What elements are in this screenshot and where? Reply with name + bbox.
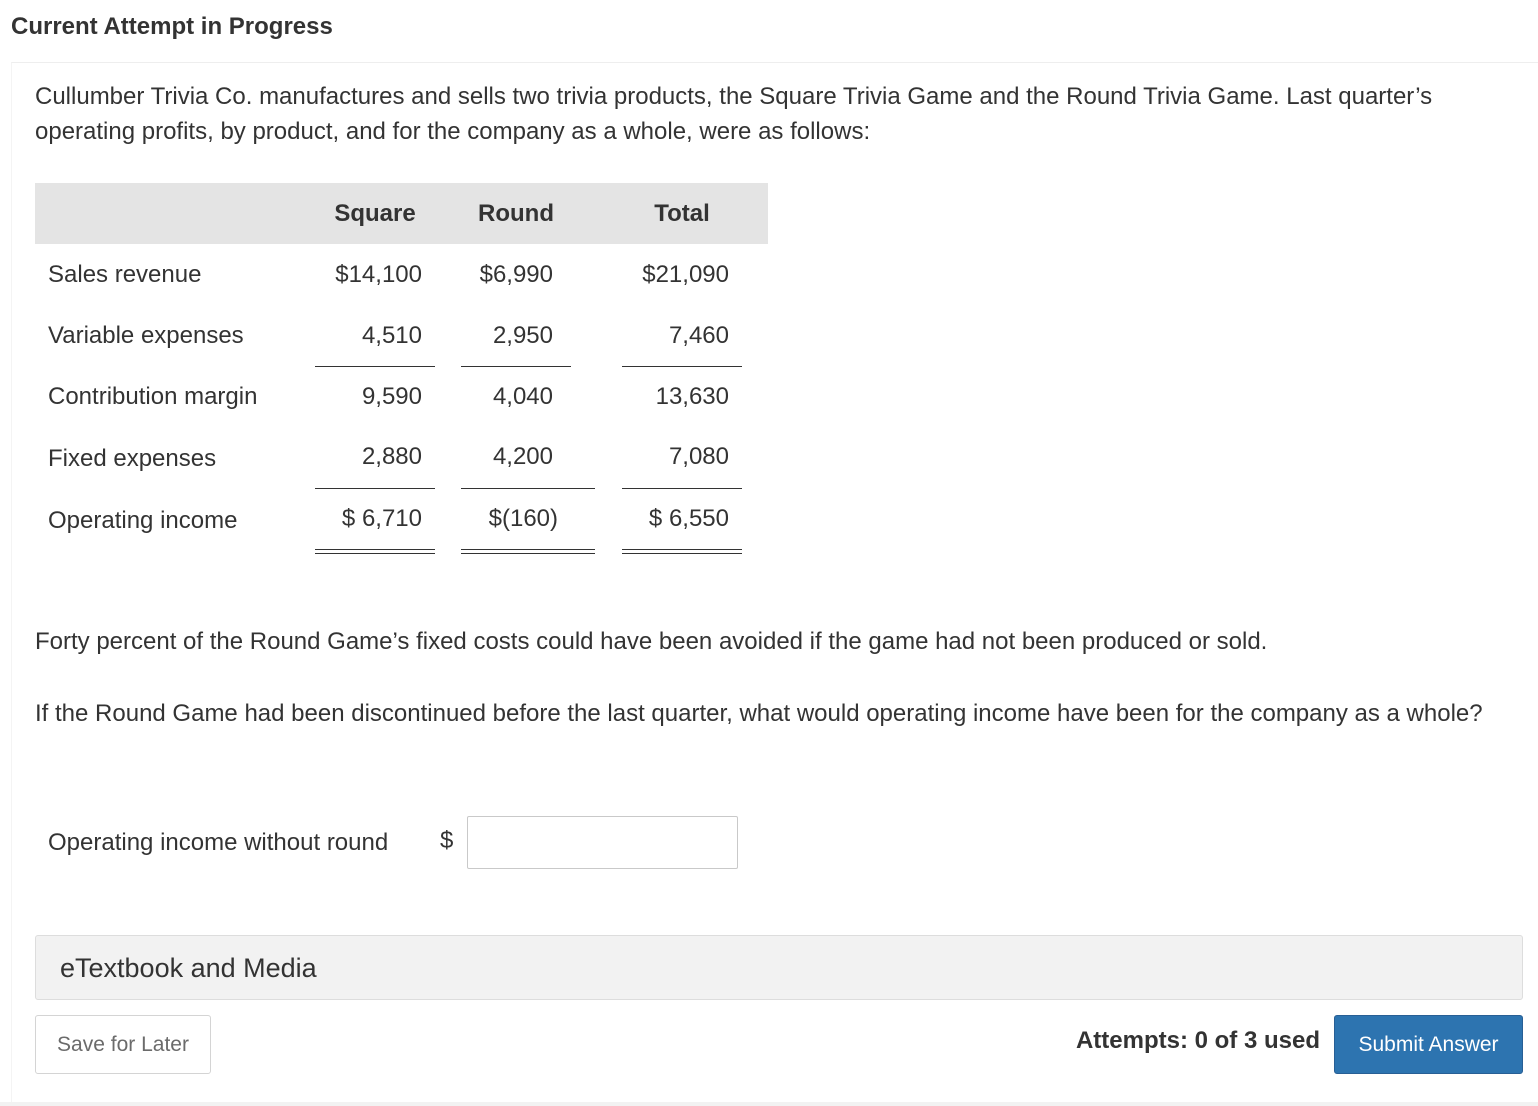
total-double-rule-total: [622, 549, 742, 554]
cell-fixed-round: 4,200: [492, 443, 553, 470]
column-header-total: Total: [654, 200, 710, 227]
bottom-band: [0, 1102, 1538, 1106]
subtotal-rule-square: [315, 366, 435, 367]
cell-sales-square: $14,100: [335, 261, 422, 288]
cell-fixed-total: 7,080: [668, 443, 729, 470]
page-header: [0, 0, 1538, 62]
row-label-sales-revenue: Sales revenue: [48, 261, 202, 288]
column-header-round: Round: [478, 200, 554, 227]
cell-operating-square: $ 6,710: [341, 505, 422, 532]
total-double-rule-round: [461, 549, 595, 554]
cell-contribution-total: 13,630: [655, 383, 729, 410]
problem-question: If the Round Game had been discontinued before the last quarter, what would operating income have been for the company as a whole?: [35, 700, 1483, 727]
cell-contribution-round: 4,040: [492, 383, 553, 410]
row-label-contribution-margin: Contribution margin: [48, 383, 258, 410]
subtotal-rule-round-2: [461, 488, 595, 489]
cell-fixed-square: 2,880: [361, 443, 422, 470]
save-for-later-button[interactable]: Save for Later: [35, 1015, 211, 1074]
cell-operating-round: $(160): [488, 505, 558, 532]
operating-income-input[interactable]: [467, 816, 738, 869]
currency-sign: $: [440, 827, 454, 854]
cell-variable-total: 7,460: [668, 322, 729, 349]
cell-operating-total: $ 6,550: [648, 505, 729, 532]
row-label-fixed-expenses: Fixed expenses: [48, 445, 217, 472]
problem-intro: Cullumber Trivia Co. manufactures and sells two trivia products, the Square Trivia Game and the Round Trivia Game. Last quarter’s operating profits, by product, and for the company as a whole, were as follows:: [35, 83, 1433, 145]
cell-variable-square: 4,510: [361, 322, 422, 349]
page-title: Current Attempt in Progress: [11, 13, 333, 40]
etextbook-media-label: eTextbook and Media: [60, 953, 317, 983]
total-double-rule-square: [315, 549, 435, 554]
row-label-operating-income: Operating income: [48, 507, 238, 534]
cell-sales-total: $21,090: [642, 261, 729, 288]
table-header-row: [35, 183, 768, 244]
subtotal-rule-round: [461, 366, 571, 367]
attempts-counter: Attempts: 0 of 3 used: [1075, 1027, 1320, 1054]
column-header-square: Square: [334, 200, 416, 227]
answer-label: Operating income without round: [48, 829, 389, 856]
subtotal-rule-total-2: [622, 488, 742, 489]
etextbook-media-panel[interactable]: [35, 935, 1523, 1000]
subtotal-rule-total: [622, 366, 742, 367]
financial-table: [35, 183, 768, 563]
cell-sales-round: $6,990: [479, 261, 553, 288]
cell-variable-round: 2,950: [492, 322, 553, 349]
row-label-variable-expenses: Variable expenses: [48, 322, 244, 349]
cell-contribution-square: 9,590: [361, 383, 422, 410]
subtotal-rule-square-2: [315, 488, 435, 489]
submit-answer-button[interactable]: Submit Answer: [1334, 1015, 1523, 1074]
problem-note: Forty percent of the Round Game’s fixed costs could have been avoided if the game had not been produced or sold.: [35, 628, 1268, 655]
